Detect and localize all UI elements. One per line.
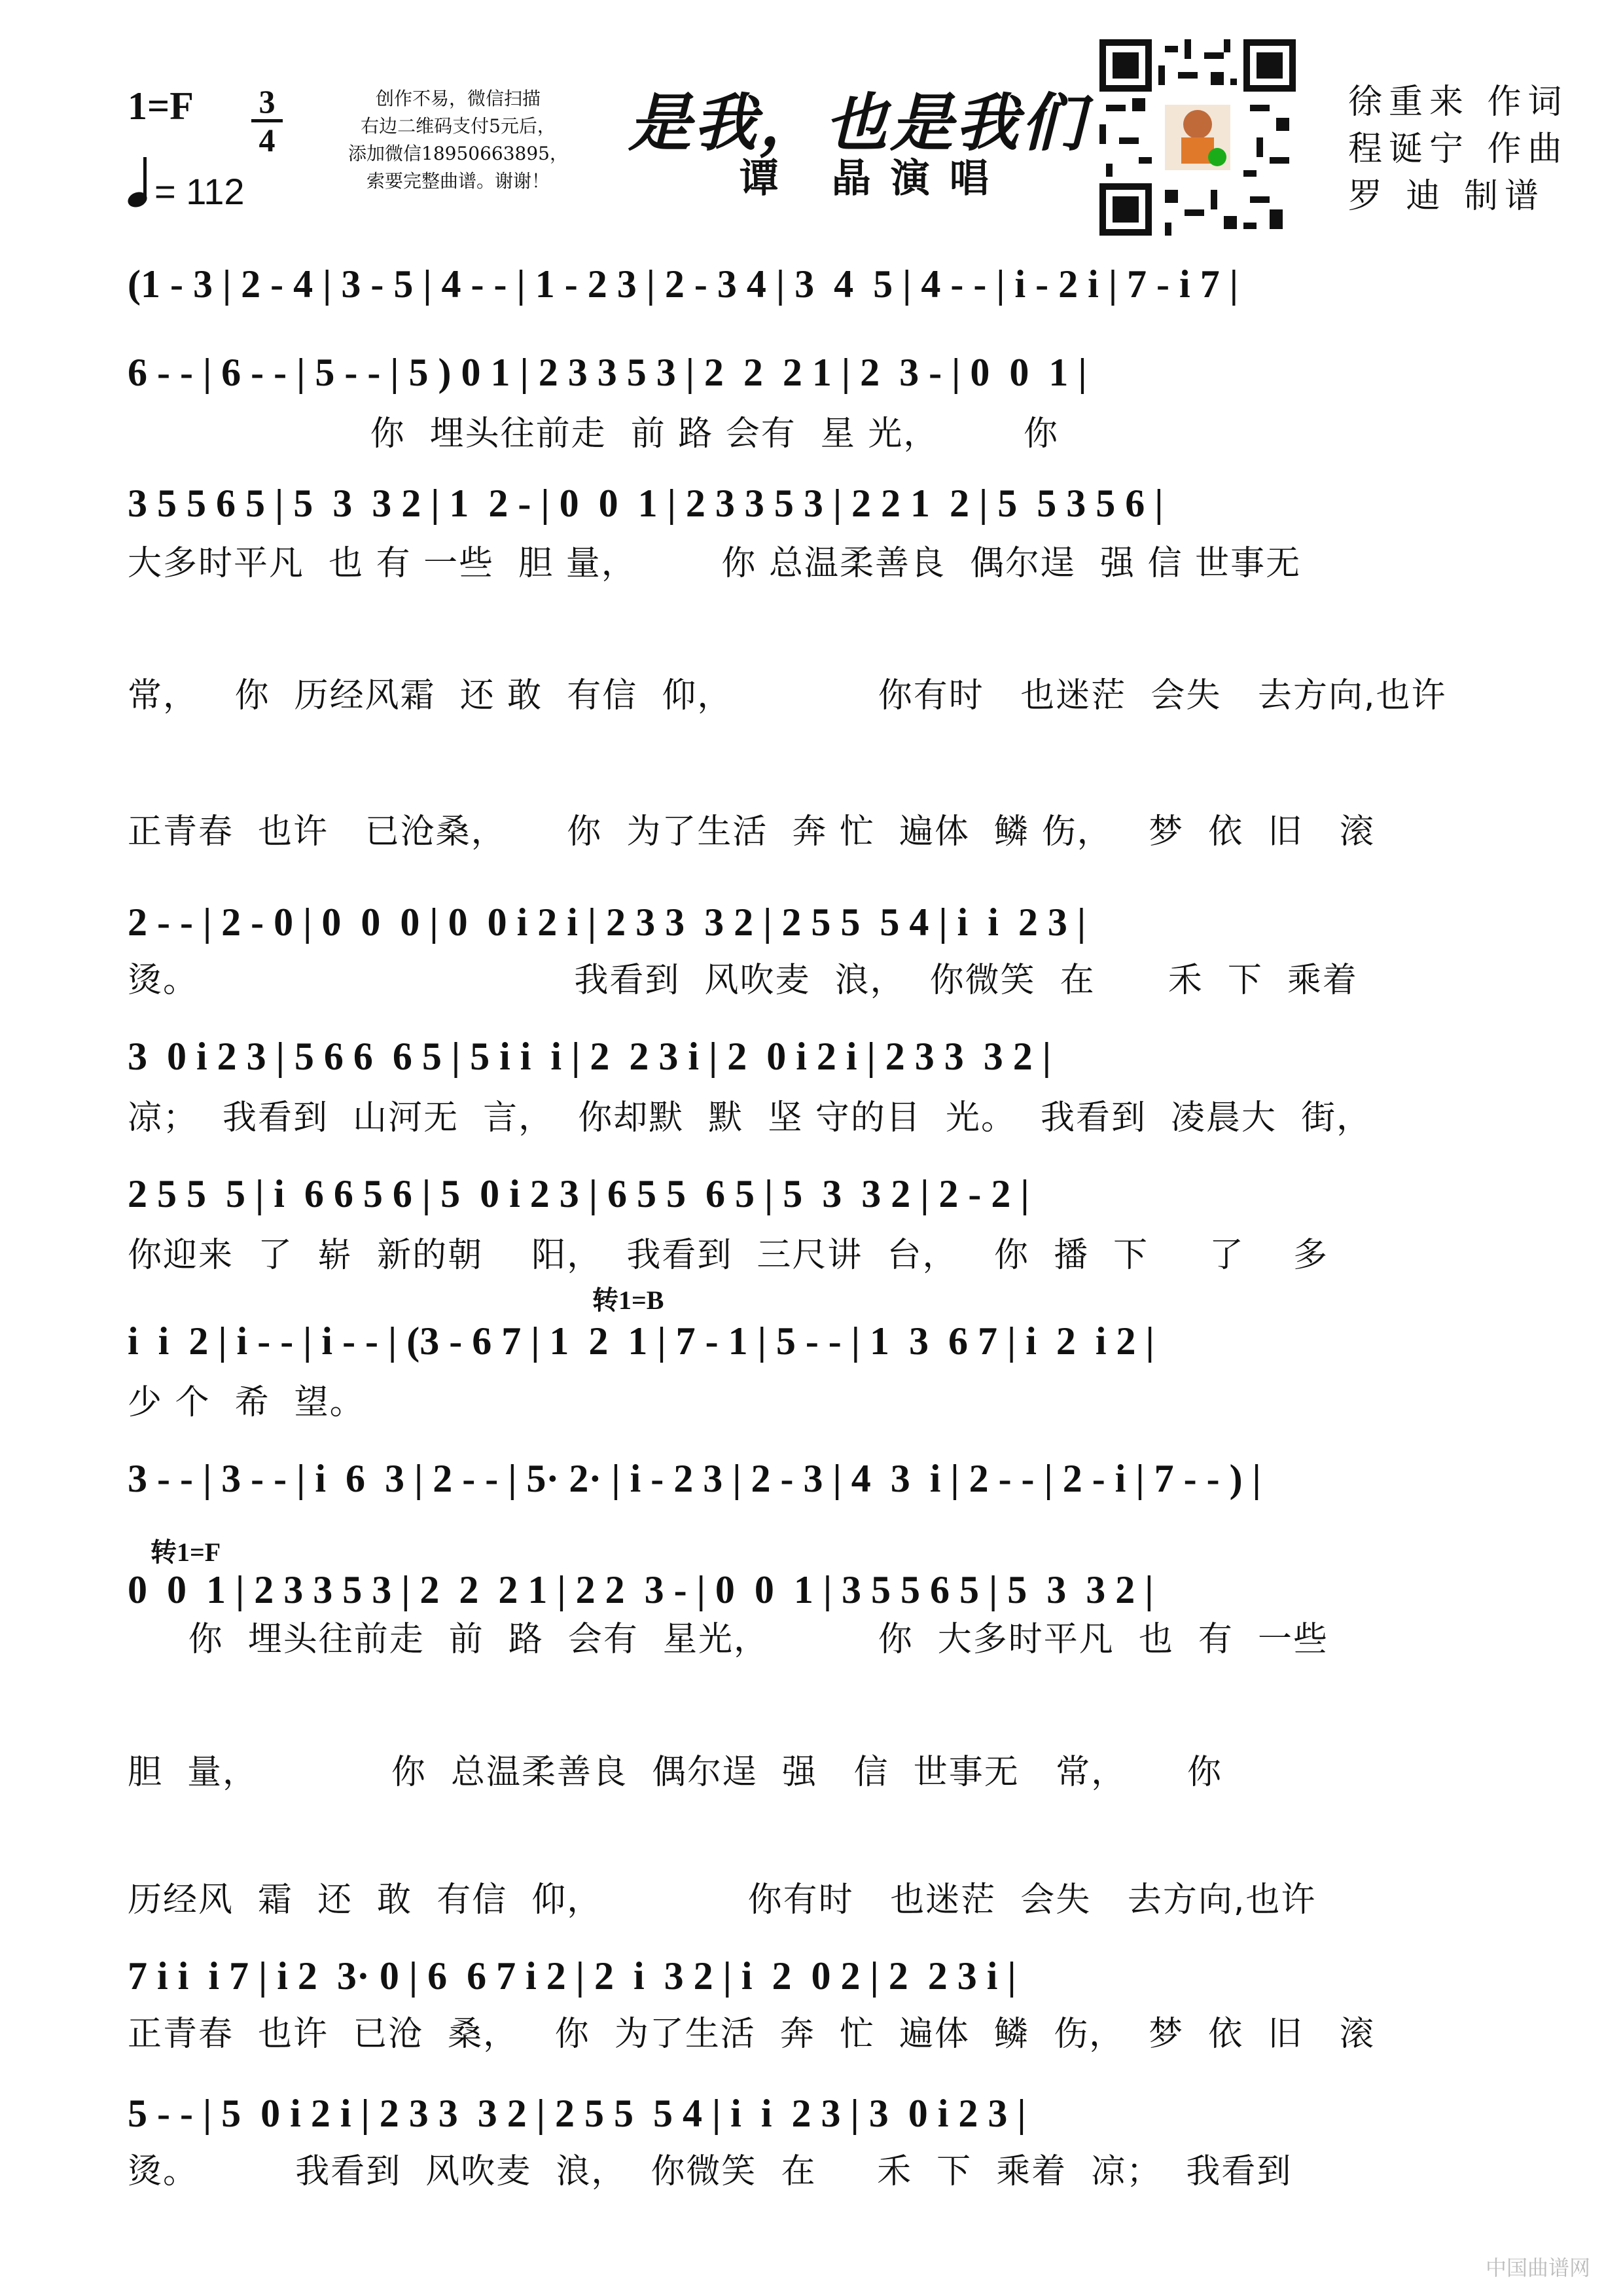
time-signature [247,85,287,156]
lyrics-line-12: 胆 量， 你 总温柔善良 偶尔逞 强 信 世事无 常， 你 [128,1753,1222,1792]
modulation-to-b: 转1=B [592,1285,664,1315]
notation-line-11: 0 0 1 | 2 3 3 5 3 | 2 2 2 1 | 2 2 3 - | 0 0 1 | 3 5 5 6 5 | 5 3 3 2 | [128,1568,1154,1611]
tempo-value: = 112 [154,171,245,212]
singer-credit: 谭 晶演唱 [740,156,1008,202]
notation-line-7: 3 0 i 2 3 | 5 6 6 6 5 | 5 i i i | 2 2 3 i | 2 0 i 2 i | 2 3 3 3 2 | [128,1035,1051,1078]
meter-top: 3 [259,83,276,120]
lyrics-line-4: 常， 你 历经风霜 还 敢 有信 仰， 你有时 也迷茫 会失 去方向,也许 [128,676,1447,715]
site-watermark: 中国曲谱网 [1486,2255,1591,2280]
lyrics-line-6: 烫。 我看到 风吹麦 浪， 你微笑 在 禾 下 乘着 [128,961,1358,1000]
notation-line-14: 7 i i i 7 | i 2 3· 0 | 6 6 7 i 2 | 2 i 3 2 | i 2 0 2 | 2 2 3 i | [128,1954,1016,1998]
lyricist-credit: 徐重来 作词 [1348,82,1569,122]
qr-code-icon [1099,39,1296,236]
lyrics-line-7: 凉； 我看到 山河无 言， 你却默 默 坚 守的目 光。 我看到 凌晨大 街， [128,1098,1372,1138]
credits [1348,79,1569,220]
notation-line-9: i i 2 | i - - | i - - | (3 - 6 7 | 1 2 1 | 7 - 1 | 5 - - | 1 3 6 7 | i 2 i 2 | [128,1319,1154,1363]
lyrics-line-3: 大多时平凡 也 有 一些 胆 量， 你 总温柔善良 偶尔逞 强 信 世事无 [128,544,1302,583]
lyrics-line-14: 正青春 也许 已沧 桑， 你 为了生活 奔 忙 遍体 鳞 伤， 梦 依 旧 滚 [128,2015,1375,2054]
notation-line-8: 2 5 5 5 | i 6 6 5 6 | 5 0 i 2 3 | 6 5 5 6 5 | 5 3 3 2 | 2 - 2 | [128,1172,1029,1215]
notation-line-15: 5 - - | 5 0 i 2 i | 2 3 3 3 2 | 2 5 5 5 4 | i i 2 3 | 3 0 i 2 3 | [128,2092,1026,2135]
notation-line-2: 6 - - | 6 - - | 5 - - | 5 ) 0 1 | 2 3 3 5 3 | 2 2 2 1 | 2 3 - | 0 0 1 | [128,351,1087,394]
meter-bottom: 4 [259,122,276,158]
lyrics-line-11: 你 埋头往前走 前 路 会有 星光， 你 大多时平凡 也 有 一些 [128,1620,1329,1659]
key-signature: 1=F [128,84,194,128]
notation-line-1: (1 - 3 | 2 - 4 | 3 - 5 | 4 - - | 1 - 2 3 | 2 - 3 4 | 3 4 5 | 4 - - | i - 2 i | 7 - i 7 | [128,262,1238,306]
payment-notice: 创作不易，微信扫描 右边二维码支付5元后， 添加微信18950663895， 索要完整曲谱。谢谢！ [348,88,568,192]
lyrics-line-2: 你 埋头往前走 前 路 会有 星 光， 你 [128,414,1060,454]
lyrics-line-13: 历经风 霜 还 敢 有信 仰， 你有时 也迷茫 会失 去方向,也许 [128,1880,1317,1920]
transcriber-credit: 罗 迪 制谱 [1348,177,1546,216]
lyrics-line-8: 你迎来 了 崭 新的朝 阳， 我看到 三尺讲 台， 你 播 下 了 多 [128,1236,1329,1275]
notation-line-10: 3 - - | 3 - - | i 6 3 | 2 - - | 5· 2· | i - 2 3 | 2 - 3 | 4 3 i | 2 - - | 2 - i | 7 - - ) | [128,1457,1261,1500]
lyrics-line-9: 少 个 希 望。 [128,1383,365,1422]
lyrics-line-15: 烫。 我看到 风吹麦 浪， 你微笑 在 禾 下 乘着 凉； 我看到 [128,2152,1293,2191]
lyrics-line-5: 正青春 也许 已沧桑， 你 为了生活 奔 忙 遍体 鳞 伤， 梦 依 旧 滚 [128,812,1375,852]
modulation-to-f: 转1=F [151,1537,221,1567]
tempo-marking [128,164,245,213]
song-title: 是我，也是我们 [628,86,1086,160]
notation-line-6: 2 - - | 2 - 0 | 0 0 0 | 0 0 i 2 i | 2 3 3 3 2 | 2 5 5 5 4 | i i 2 3 | [128,901,1086,944]
notation-line-3: 3 5 5 6 5 | 5 3 3 2 | 1 2 - | 0 0 1 | 2 3 3 5 3 | 2 2 1 2 | 5 5 3 5 6 | [128,482,1164,525]
composer-credit: 程诞宁 作曲 [1348,130,1569,169]
